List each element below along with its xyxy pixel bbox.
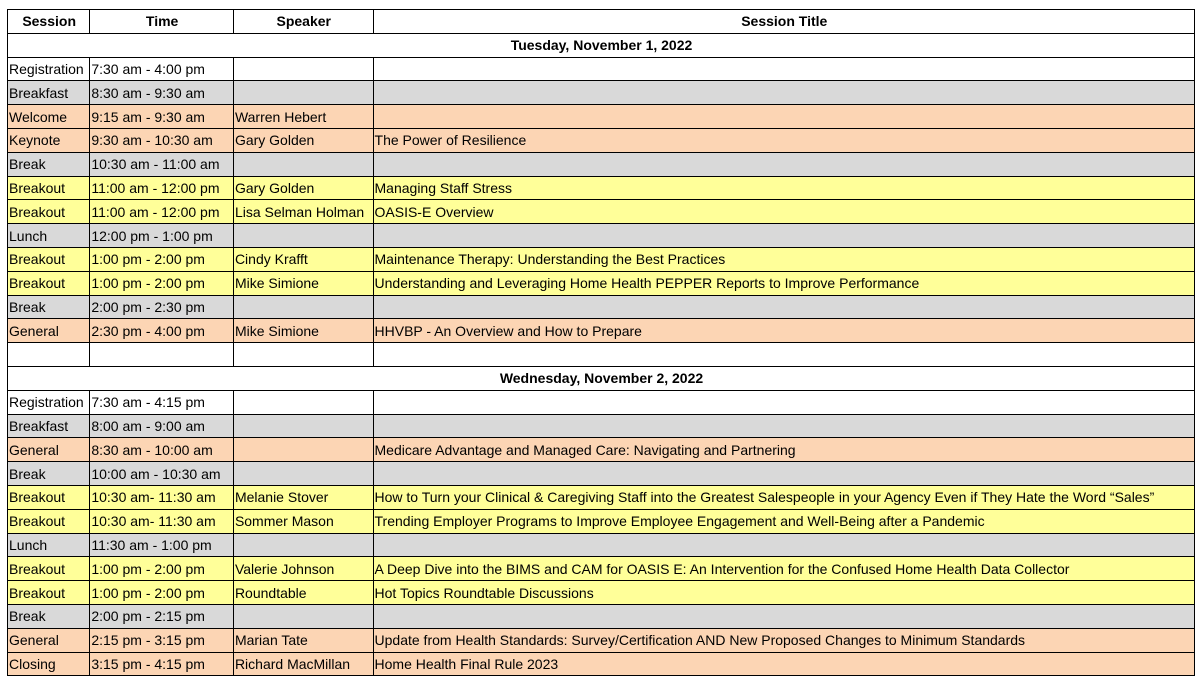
time-cell[interactable]: 1:00 pm - 2:00 pm <box>90 581 234 605</box>
session-cell[interactable]: Lunch <box>8 224 90 248</box>
time-cell[interactable]: 2:00 pm - 2:30 pm <box>90 295 234 319</box>
schedule-row <box>8 581 1195 605</box>
header-session[interactable]: Session <box>8 10 90 34</box>
session-title-cell[interactable]: Trending Employer Programs to Improve Employee Engagement and Well-Being after a Pandemic <box>373 509 1194 533</box>
session-cell[interactable]: Break <box>8 604 90 628</box>
speaker-cell[interactable]: Valerie Johnson <box>233 557 373 581</box>
session-title-cell[interactable]: A Deep Dive into the BIMS and CAM for OASIS E: An Intervention for the Confused Home Health Data Collector <box>373 557 1194 581</box>
time-cell[interactable]: 11:00 am - 12:00 pm <box>90 176 234 200</box>
speaker-cell[interactable]: Mike Simione <box>233 319 373 343</box>
session-cell[interactable]: General <box>8 438 90 462</box>
session-cell[interactable]: Registration <box>8 57 90 81</box>
time-cell[interactable]: 9:30 am - 10:30 am <box>90 128 234 152</box>
session-title-cell[interactable]: The Power of Resilience <box>373 128 1194 152</box>
session-title-cell[interactable] <box>373 295 1194 319</box>
speaker-cell[interactable] <box>233 390 373 414</box>
header-row <box>8 10 1195 34</box>
speaker-cell[interactable] <box>233 533 373 557</box>
session-title-cell[interactable] <box>373 57 1194 81</box>
schedule-row <box>8 462 1195 486</box>
time-cell[interactable]: 11:00 am - 12:00 pm <box>90 200 234 224</box>
session-title-cell[interactable]: Home Health Final Rule 2023 <box>373 652 1194 676</box>
speaker-cell[interactable] <box>233 438 373 462</box>
schedule-row <box>8 652 1195 676</box>
speaker-cell[interactable]: Melanie Stover <box>233 485 373 509</box>
session-cell[interactable]: Registration <box>8 390 90 414</box>
session-title-cell[interactable] <box>373 81 1194 105</box>
session-title-cell[interactable] <box>373 390 1194 414</box>
session-cell[interactable]: Breakout <box>8 247 90 271</box>
time-cell[interactable]: 2:30 pm - 4:00 pm <box>90 319 234 343</box>
speaker-cell[interactable] <box>233 224 373 248</box>
time-cell[interactable]: 3:15 pm - 4:15 pm <box>90 652 234 676</box>
spacer-cell <box>90 343 234 367</box>
schedule-row <box>8 81 1195 105</box>
schedule-row <box>8 485 1195 509</box>
session-cell[interactable]: Breakout <box>8 557 90 581</box>
schedule-row <box>8 509 1195 533</box>
day-header-row <box>8 33 1195 57</box>
speaker-cell[interactable]: Warren Hebert <box>233 105 373 129</box>
session-cell[interactable]: Break <box>8 295 90 319</box>
time-cell[interactable]: 10:30 am- 11:30 am <box>90 509 234 533</box>
schedule-row <box>8 295 1195 319</box>
schedule-row <box>8 271 1195 295</box>
session-cell[interactable]: Break <box>8 152 90 176</box>
session-title-cell[interactable]: How to Turn your Clinical & Caregiving Staff into the Greatest Salespeople in your Agency Even if They Hate the Word “Sales” <box>373 485 1194 509</box>
schedule-row <box>8 247 1195 271</box>
schedule-row <box>8 390 1195 414</box>
day-header[interactable]: Wednesday, November 2, 2022 <box>8 366 1195 390</box>
session-title-cell[interactable]: HHVBP - An Overview and How to Prepare <box>373 319 1194 343</box>
time-cell[interactable]: 1:00 pm - 2:00 pm <box>90 557 234 581</box>
header-speaker[interactable]: Speaker <box>233 10 373 34</box>
session-cell[interactable]: Lunch <box>8 533 90 557</box>
session-title-cell[interactable]: Medicare Advantage and Managed Care: Navigating and Partnering <box>373 438 1194 462</box>
session-cell[interactable]: General <box>8 319 90 343</box>
speaker-cell[interactable]: Gary Golden <box>233 128 373 152</box>
time-cell[interactable]: 9:15 am - 9:30 am <box>90 105 234 129</box>
session-cell[interactable]: Closing <box>8 652 90 676</box>
time-cell[interactable]: 12:00 pm - 1:00 pm <box>90 224 234 248</box>
time-cell[interactable]: 2:00 pm - 2:15 pm <box>90 604 234 628</box>
session-title-cell[interactable]: Understanding and Leveraging Home Health PEPPER Reports to Improve Performance <box>373 271 1194 295</box>
speaker-cell[interactable] <box>233 462 373 486</box>
session-cell[interactable]: Break <box>8 462 90 486</box>
time-cell[interactable]: 7:30 am - 4:00 pm <box>90 57 234 81</box>
speaker-cell[interactable] <box>233 81 373 105</box>
schedule-row <box>8 319 1195 343</box>
session-cell[interactable]: Keynote <box>8 128 90 152</box>
speaker-cell[interactable]: Richard MacMillan <box>233 652 373 676</box>
spacer-cell <box>8 343 90 367</box>
schedule-row <box>8 533 1195 557</box>
day-header[interactable]: Tuesday, November 1, 2022 <box>8 33 1195 57</box>
time-cell[interactable]: 7:30 am - 4:15 pm <box>90 390 234 414</box>
speaker-cell[interactable]: Lisa Selman Holman <box>233 200 373 224</box>
session-cell[interactable]: Breakout <box>8 200 90 224</box>
session-cell[interactable]: Breakout <box>8 271 90 295</box>
session-title-cell[interactable]: Hot Topics Roundtable Discussions <box>373 581 1194 605</box>
time-cell[interactable]: 11:30 am - 1:00 pm <box>90 533 234 557</box>
speaker-cell[interactable]: Cindy Krafft <box>233 247 373 271</box>
schedule-row <box>8 628 1195 652</box>
session-title-cell[interactable] <box>373 224 1194 248</box>
speaker-cell[interactable]: Mike Simione <box>233 271 373 295</box>
header-time[interactable]: Time <box>90 10 234 34</box>
schedule-row <box>8 152 1195 176</box>
session-title-cell[interactable] <box>373 152 1194 176</box>
time-cell[interactable]: 10:30 am- 11:30 am <box>90 485 234 509</box>
session-title-cell[interactable] <box>373 533 1194 557</box>
schedule-row <box>8 105 1195 129</box>
session-cell[interactable]: Breakout <box>8 509 90 533</box>
schedule-body <box>8 10 1195 676</box>
speaker-cell[interactable]: Sommer Mason <box>233 509 373 533</box>
schedule-row <box>8 57 1195 81</box>
header-session-title[interactable]: Session Title <box>373 10 1194 34</box>
speaker-cell[interactable]: Marian Tate <box>233 628 373 652</box>
session-cell[interactable]: Welcome <box>8 105 90 129</box>
schedule-row <box>8 438 1195 462</box>
time-cell[interactable]: 1:00 pm - 2:00 pm <box>90 247 234 271</box>
session-cell[interactable]: Breakfast <box>8 81 90 105</box>
session-cell[interactable]: Breakfast <box>8 414 90 438</box>
session-title-cell[interactable] <box>373 604 1194 628</box>
session-title-cell[interactable] <box>373 414 1194 438</box>
speaker-cell[interactable]: Gary Golden <box>233 176 373 200</box>
schedule-row <box>8 200 1195 224</box>
schedule-row <box>8 557 1195 581</box>
schedule-row <box>8 176 1195 200</box>
spacer-cell <box>233 343 373 367</box>
schedule-row <box>8 414 1195 438</box>
schedule-table <box>7 9 1195 676</box>
time-cell[interactable]: 8:30 am - 10:00 am <box>90 438 234 462</box>
session-title-cell[interactable]: OASIS-E Overview <box>373 200 1194 224</box>
time-cell[interactable]: 1:00 pm - 2:00 pm <box>90 271 234 295</box>
speaker-cell[interactable] <box>233 57 373 81</box>
speaker-cell[interactable] <box>233 295 373 319</box>
session-cell[interactable]: Breakout <box>8 485 90 509</box>
schedule-row <box>8 604 1195 628</box>
spacer-row <box>8 343 1195 367</box>
session-title-cell[interactable]: Maintenance Therapy: Understanding the Best Practices <box>373 247 1194 271</box>
time-cell[interactable]: 10:30 am - 11:00 am <box>90 152 234 176</box>
session-title-cell[interactable]: Update from Health Standards: Survey/Certification AND New Proposed Changes to Minimum Standards <box>373 628 1194 652</box>
schedule-row <box>8 128 1195 152</box>
session-cell[interactable]: General <box>8 628 90 652</box>
time-cell[interactable]: 8:30 am - 9:30 am <box>90 81 234 105</box>
spacer-cell <box>373 343 1194 367</box>
session-cell[interactable]: Breakout <box>8 176 90 200</box>
speaker-cell[interactable] <box>233 604 373 628</box>
time-cell[interactable]: 10:00 am - 10:30 am <box>90 462 234 486</box>
session-cell[interactable]: Breakout <box>8 581 90 605</box>
time-cell[interactable]: 2:15 pm - 3:15 pm <box>90 628 234 652</box>
time-cell[interactable]: 8:00 am - 9:00 am <box>90 414 234 438</box>
speaker-cell[interactable]: Roundtable <box>233 581 373 605</box>
session-title-cell[interactable] <box>373 462 1194 486</box>
session-title-cell[interactable]: Managing Staff Stress <box>373 176 1194 200</box>
speaker-cell[interactable] <box>233 152 373 176</box>
speaker-cell[interactable] <box>233 414 373 438</box>
day-header-row <box>8 366 1195 390</box>
schedule-row <box>8 224 1195 248</box>
session-title-cell[interactable] <box>373 105 1194 129</box>
